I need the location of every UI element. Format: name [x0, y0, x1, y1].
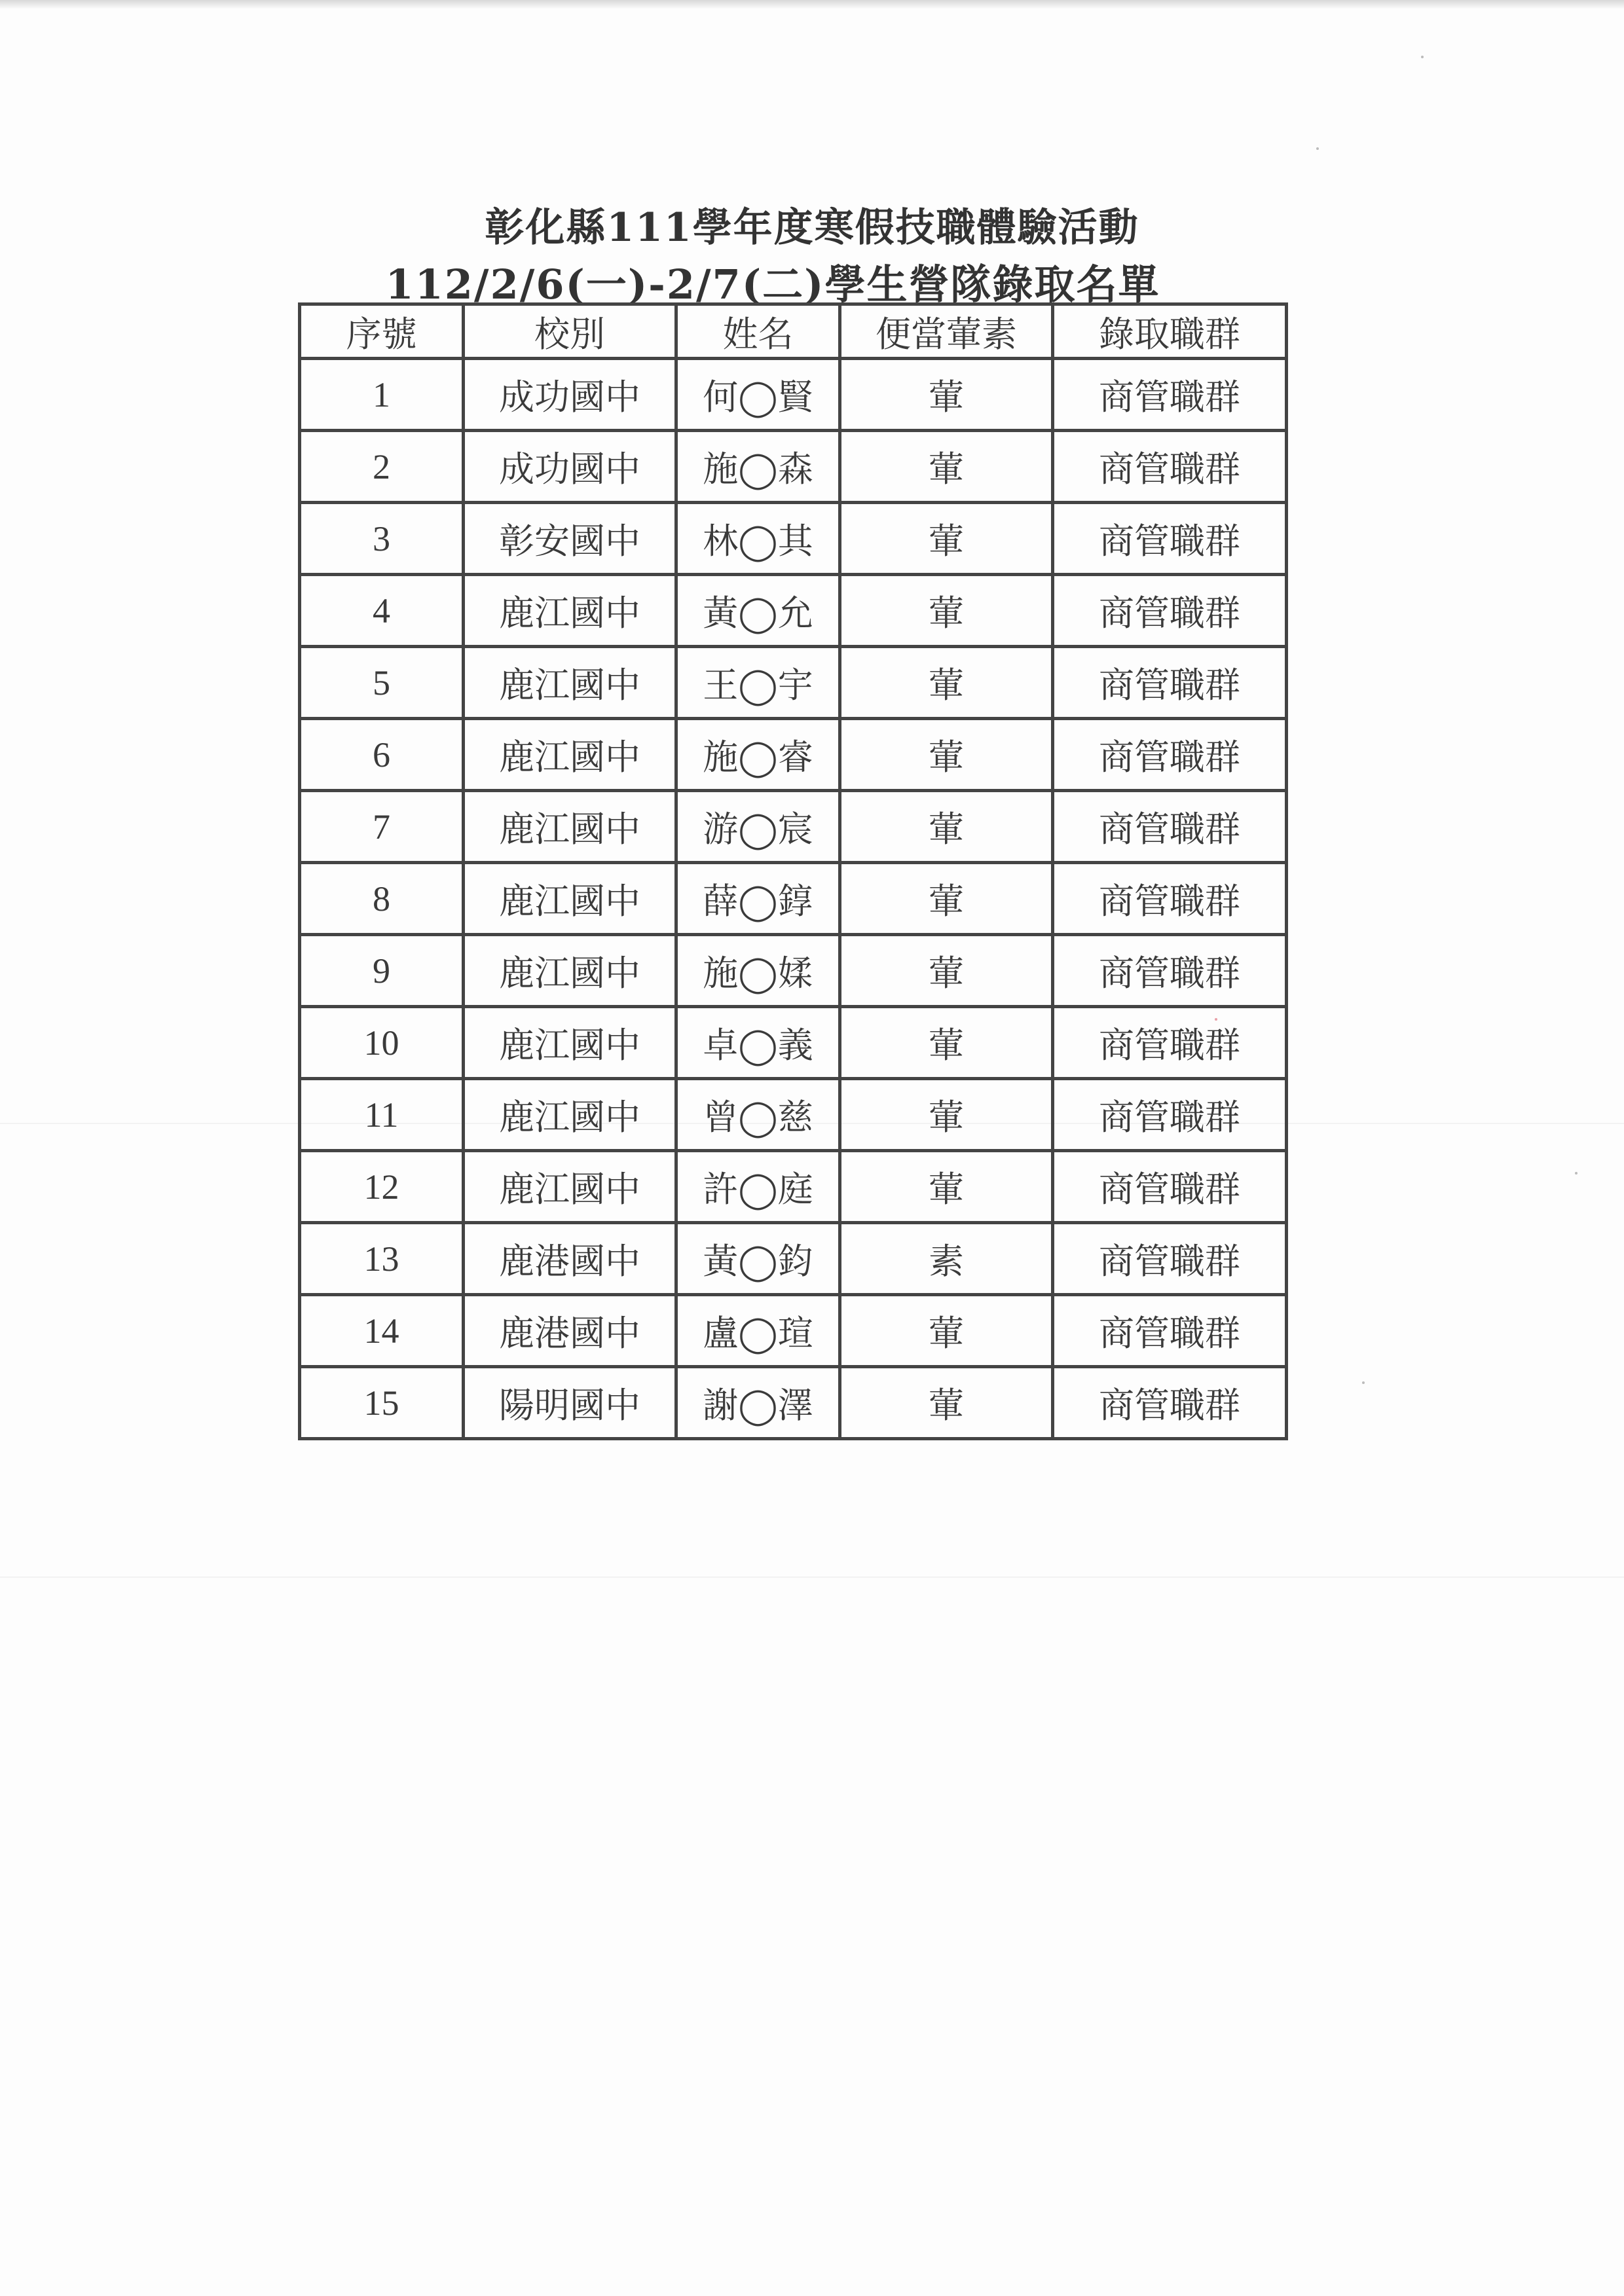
document-subtitle: 112/2/6(一)-2/7(二)學生營隊錄取名單 [385, 261, 1160, 308]
table-row [300, 575, 1287, 647]
admitted-cluster-cell: 商管職群 [1053, 647, 1287, 719]
admitted-cluster-cell: 商管職群 [1053, 1079, 1287, 1151]
meal-preference-cell: 葷 [840, 719, 1053, 791]
table-row [300, 1151, 1287, 1223]
admitted-cluster-cell: 商管職群 [1053, 575, 1287, 647]
document-title: 彰化縣111學年度寒假技職體驗活動 [485, 205, 1139, 251]
school-cell: 鹿江國中 [464, 863, 676, 935]
scan-speck [1575, 1172, 1578, 1175]
column-header-school: 校別 [464, 304, 676, 359]
student-name-cell: 黃◯允 [676, 575, 840, 647]
row-number: 2 [300, 431, 464, 503]
student-name-cell: 施◯睿 [676, 719, 840, 791]
meal-preference-cell: 葷 [840, 1151, 1053, 1223]
school-cell: 鹿港國中 [464, 1295, 676, 1367]
meal-preference-cell: 葷 [840, 791, 1053, 863]
meal-preference-cell: 葷 [840, 503, 1053, 575]
table-row [300, 1007, 1287, 1079]
table-row [300, 1223, 1287, 1295]
admitted-cluster-cell: 商管職群 [1053, 1223, 1287, 1295]
table-row [300, 791, 1287, 863]
admitted-cluster-cell: 商管職群 [1053, 503, 1287, 575]
table-row [300, 431, 1287, 503]
school-cell: 鹿江國中 [464, 1079, 676, 1151]
student-name-cell: 卓◯義 [676, 1007, 840, 1079]
scan-speck [1316, 147, 1319, 150]
meal-preference-cell: 葷 [840, 647, 1053, 719]
paper-fold-line [0, 1576, 1624, 1578]
table-row [300, 359, 1287, 431]
admitted-cluster-cell: 商管職群 [1053, 791, 1287, 863]
table-header-row [300, 304, 1287, 359]
student-name-cell: 施◯媃 [676, 935, 840, 1007]
admitted-cluster-cell: 商管職群 [1053, 935, 1287, 1007]
school-cell: 鹿江國中 [464, 575, 676, 647]
admitted-cluster-cell: 商管職群 [1053, 1295, 1287, 1367]
student-name-cell: 何◯賢 [676, 359, 840, 431]
school-cell: 彰安國中 [464, 503, 676, 575]
school-cell: 鹿江國中 [464, 791, 676, 863]
scan-edge-shadow [0, 0, 1624, 9]
row-number: 14 [300, 1295, 464, 1367]
row-number: 13 [300, 1223, 464, 1295]
table-row [300, 719, 1287, 791]
admission-roster-table [298, 302, 1288, 1440]
student-name-cell: 薛◯錞 [676, 863, 840, 935]
column-header-meal: 便當葷素 [840, 304, 1053, 359]
row-number: 15 [300, 1367, 464, 1439]
row-number: 4 [300, 575, 464, 647]
meal-preference-cell: 葷 [840, 1079, 1053, 1151]
admitted-cluster-cell: 商管職群 [1053, 1151, 1287, 1223]
meal-preference-cell: 葷 [840, 1295, 1053, 1367]
row-number: 11 [300, 1079, 464, 1151]
row-number: 5 [300, 647, 464, 719]
column-header-number: 序號 [300, 304, 464, 359]
table-row [300, 1367, 1287, 1439]
meal-preference-cell: 葷 [840, 359, 1053, 431]
admitted-cluster-cell: 商管職群 [1053, 1007, 1287, 1079]
table-row [300, 647, 1287, 719]
admitted-cluster-cell: 商管職群 [1053, 359, 1287, 431]
admitted-cluster-cell: 商管職群 [1053, 431, 1287, 503]
student-name-cell: 王◯宇 [676, 647, 840, 719]
student-name-cell: 許◯庭 [676, 1151, 840, 1223]
meal-preference-cell: 素 [840, 1223, 1053, 1295]
table-row [300, 1295, 1287, 1367]
school-cell: 成功國中 [464, 431, 676, 503]
student-name-cell: 謝◯澤 [676, 1367, 840, 1439]
table-row [300, 1079, 1287, 1151]
student-name-cell: 林◯其 [676, 503, 840, 575]
student-name-cell: 曾◯慈 [676, 1079, 840, 1151]
school-cell: 鹿江國中 [464, 935, 676, 1007]
scan-speck [1362, 1381, 1365, 1384]
row-number: 8 [300, 863, 464, 935]
admitted-cluster-cell: 商管職群 [1053, 1367, 1287, 1439]
admitted-cluster-cell: 商管職群 [1053, 719, 1287, 791]
school-cell: 鹿江國中 [464, 647, 676, 719]
admitted-cluster-cell: 商管職群 [1053, 863, 1287, 935]
school-cell: 鹿江國中 [464, 1151, 676, 1223]
student-name-cell: 游◯宸 [676, 791, 840, 863]
school-cell: 鹿江國中 [464, 1007, 676, 1079]
student-name-cell: 施◯森 [676, 431, 840, 503]
row-number: 6 [300, 719, 464, 791]
scan-speck [1421, 56, 1424, 58]
scan-speck [1215, 1018, 1217, 1021]
table-row [300, 863, 1287, 935]
table-row [300, 503, 1287, 575]
table-row [300, 935, 1287, 1007]
column-header-name: 姓名 [676, 304, 840, 359]
row-number: 9 [300, 935, 464, 1007]
school-cell: 鹿港國中 [464, 1223, 676, 1295]
column-header-cluster: 錄取職群 [1053, 304, 1287, 359]
meal-preference-cell: 葷 [840, 1007, 1053, 1079]
row-number: 10 [300, 1007, 464, 1079]
row-number: 3 [300, 503, 464, 575]
meal-preference-cell: 葷 [840, 1367, 1053, 1439]
school-cell: 鹿江國中 [464, 719, 676, 791]
meal-preference-cell: 葷 [840, 431, 1053, 503]
student-name-cell: 盧◯瑄 [676, 1295, 840, 1367]
row-number: 1 [300, 359, 464, 431]
school-cell: 成功國中 [464, 359, 676, 431]
row-number: 12 [300, 1151, 464, 1223]
student-name-cell: 黃◯鈞 [676, 1223, 840, 1295]
meal-preference-cell: 葷 [840, 575, 1053, 647]
row-number: 7 [300, 791, 464, 863]
meal-preference-cell: 葷 [840, 935, 1053, 1007]
school-cell: 陽明國中 [464, 1367, 676, 1439]
meal-preference-cell: 葷 [840, 863, 1053, 935]
